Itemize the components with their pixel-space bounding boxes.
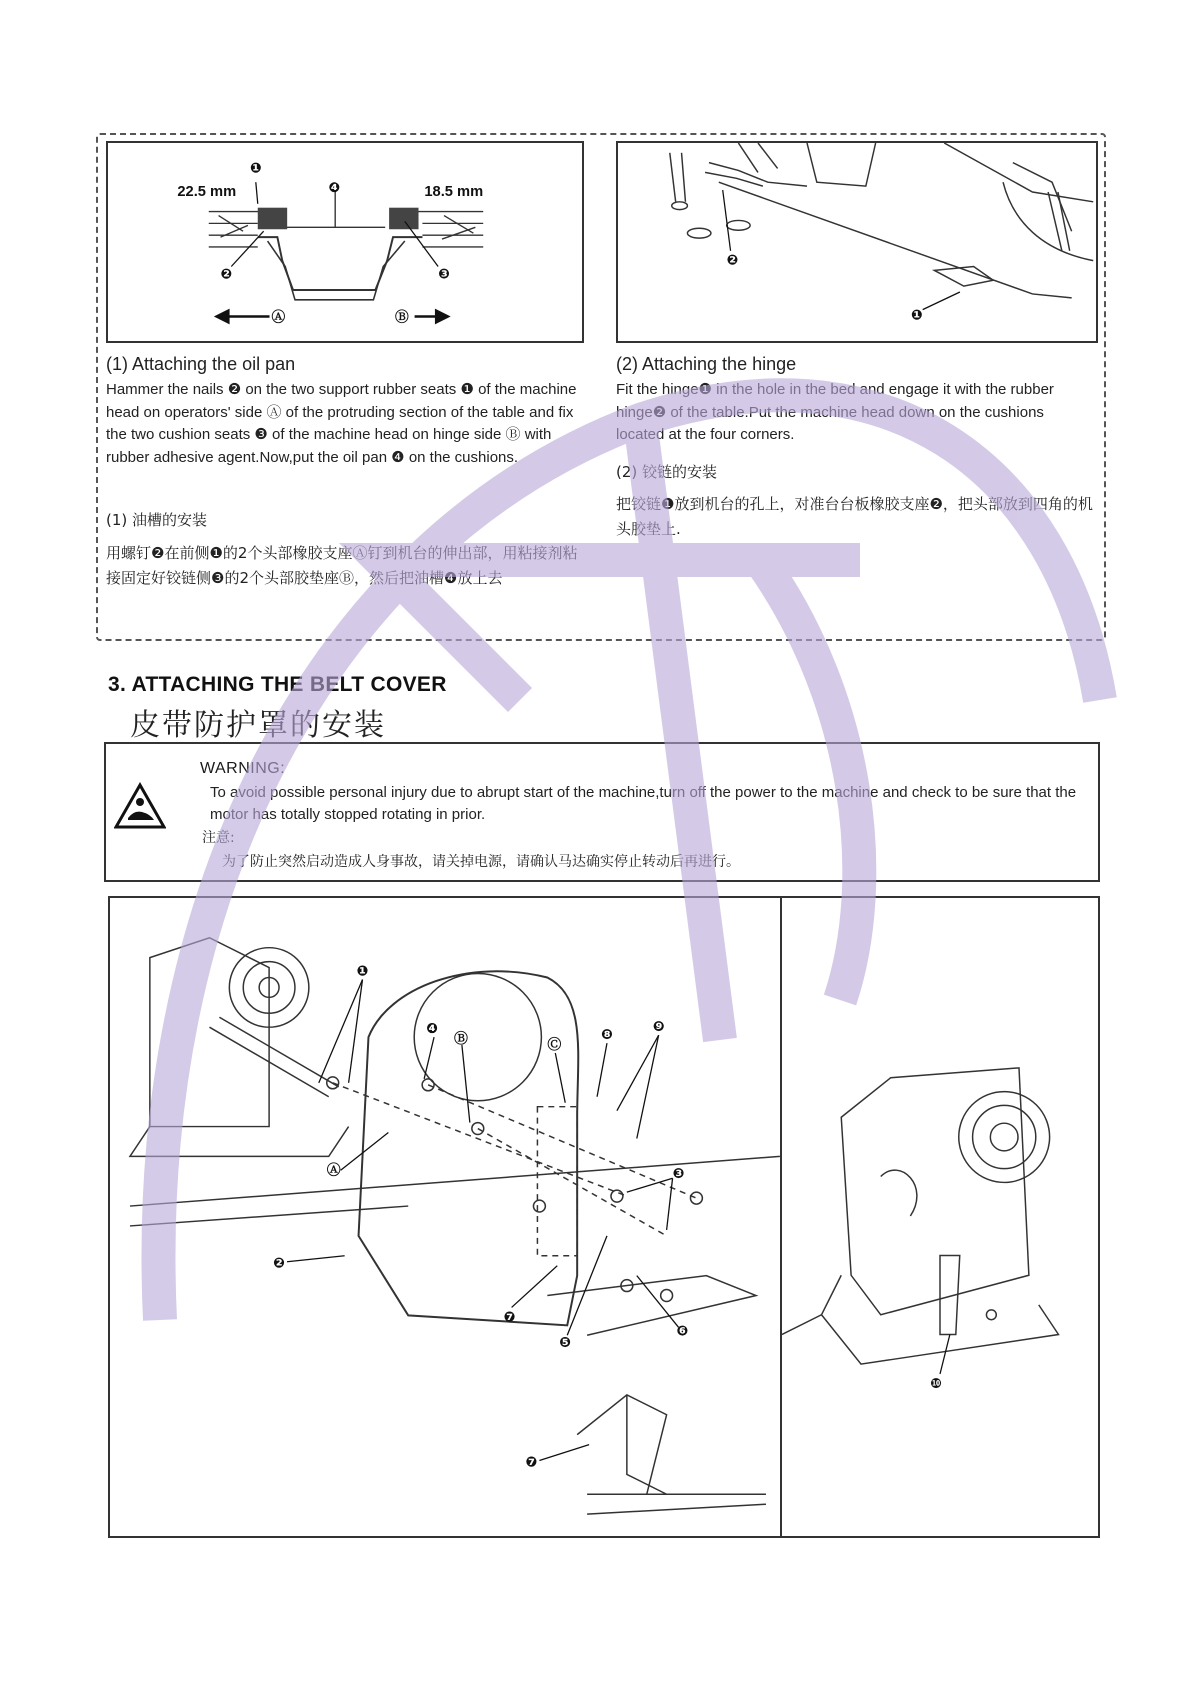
belt-callout-b: Ⓑ (453, 1031, 468, 1048)
oil-pan-cn-title: (1) 油槽的安装 (106, 511, 208, 529)
belt-cover-heading-cn: 皮带防护罩的安装 (130, 708, 386, 743)
oil-pan-diagram (108, 143, 582, 341)
hinge-title: (2) Attaching the hinge (616, 354, 797, 374)
oil-pan-callout-2: ❷ (220, 266, 233, 283)
dimension-left: 22.5 mm (177, 183, 237, 200)
warning-triangle-icon (114, 782, 166, 830)
warning-text: To avoid possible personal injury due to abrupt start of the machine,turn off the power to the machine and check to be sure that the motor has totally stopped rotating in prior. (210, 784, 1077, 823)
warning-label: WARNING: (200, 760, 286, 777)
oil-pan-title: (1) Attaching the oil pan (106, 354, 296, 374)
oil-pan-callout-4: ❹ (328, 180, 340, 197)
warning-cn-label: 注意: (202, 830, 235, 846)
dimension-right: 18.5 mm (424, 183, 484, 200)
belt-callout-7b: ❼ (525, 1454, 538, 1471)
belt-callout-4: ❹ (426, 1021, 438, 1038)
hinge-cn-title: (2) 铰链的安装 (616, 463, 718, 481)
oil-pan-callout-1: ❶ (249, 160, 262, 177)
hinge-callout-2: ❷ (726, 252, 739, 269)
belt-cover-heading: 3. ATTACHING THE BELT COVER (108, 673, 447, 696)
oil-pan-cn-body: 用螺钉❷在前侧❶的2个头部橡胶支座Ⓐ钉到机台的伸出部，用粘接剂粘接固定好铰链侧❸的2个头部胶垫座Ⓑ，然后把油槽❹放上去 (106, 544, 578, 587)
belt-callout-a: Ⓐ (326, 1162, 341, 1179)
oil-pan-figure (106, 141, 584, 343)
hinge-figure (616, 141, 1098, 343)
oil-pan-body: Hammer the nails ❷ on the two support rubber seats ❶ of the machine head on operators' side Ⓐ of the protruding section of the table and fix the two cushion seats ❸ of the machine head on hinge side Ⓑ with rubber adhesive agent.Now,put the oil pan ❹ on the cushions. (106, 381, 577, 466)
hinge-cn-body: 把铰链❶放到机台的孔上，对准台台板橡胶支座❷，把头部放到四角的机头胶垫上. (616, 495, 1093, 538)
belt-callout-5: ❺ (559, 1335, 572, 1352)
belt-callout-8: ❽ (601, 1027, 613, 1044)
side-callout-10: ❿ (930, 1375, 942, 1392)
belt-callout-3: ❸ (672, 1166, 685, 1183)
hinge-body: Fit the hinge❶ in the hole in the bed and engage it with the rubber hinge❷ of the table.Put the machine head down on the cushions located at the four corners. (616, 381, 1054, 443)
warning-box (104, 742, 1100, 882)
hinge-diagram (618, 143, 1096, 341)
belt-callout-1: ❶ (356, 963, 369, 980)
belt-callout-2: ❷ (273, 1255, 285, 1272)
arrow-label-a: Ⓐ (271, 309, 286, 326)
belt-cover-exploded-diagram (110, 898, 780, 1536)
warning-cn-text: 为了防止突然启动造成人身事故，请关掉电源，请确认马达确实停止转动后再进行。 (222, 854, 740, 870)
belt-callout-c: Ⓒ (547, 1037, 562, 1054)
belt-cover-side-diagram (782, 898, 1098, 1536)
oil-pan-callout-3: ❸ (438, 266, 450, 283)
arrow-label-b: Ⓑ (394, 309, 409, 326)
belt-callout-7a: ❼ (503, 1309, 516, 1326)
belt-callout-6: ❻ (676, 1323, 689, 1340)
belt-cover-main-figure (108, 896, 782, 1538)
hinge-callout-1: ❶ (910, 307, 923, 324)
belt-callout-9: ❾ (652, 1019, 665, 1036)
belt-cover-side-figure (780, 896, 1100, 1538)
